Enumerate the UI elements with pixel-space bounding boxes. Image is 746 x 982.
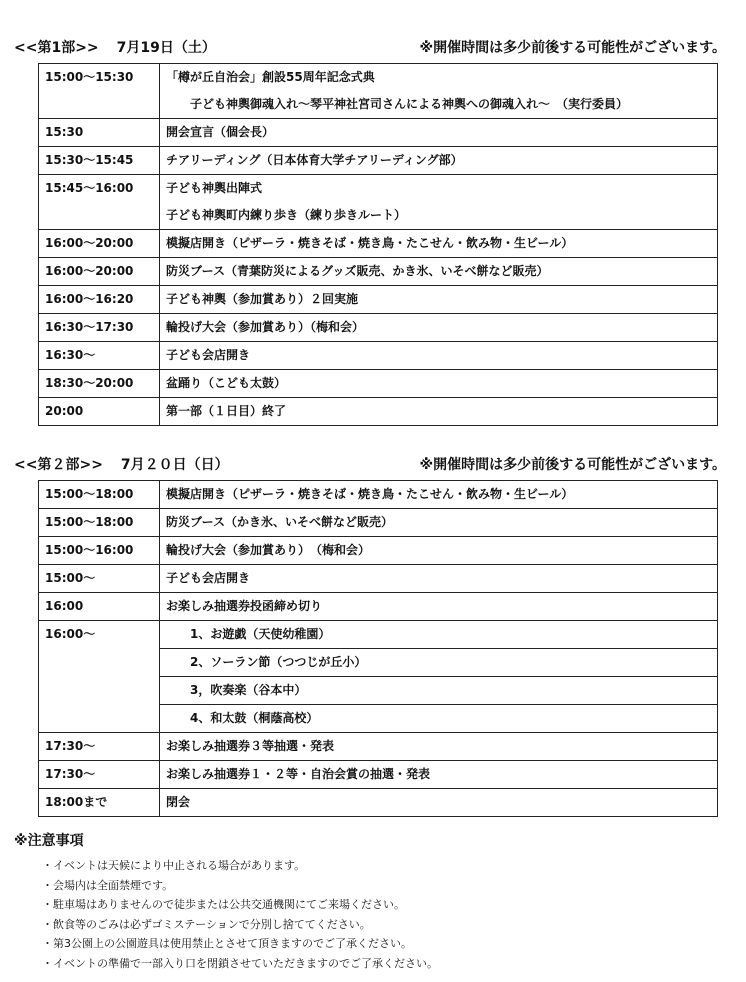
event-line: 模擬店開き（ピザーラ・焼きそば・焼き鳥・たこせん・飲み物・生ビール） xyxy=(166,487,574,501)
event-cell xyxy=(160,537,718,565)
time-cell: 15:30～15:45 xyxy=(39,147,160,175)
time-cell: 16:00～20:00 xyxy=(39,230,160,258)
notes-list xyxy=(14,856,730,973)
table-row xyxy=(39,230,718,258)
event-cell xyxy=(160,147,718,175)
event-line: 4、和太鼓（桐蔭高校） xyxy=(190,711,319,725)
table-row xyxy=(39,733,718,761)
event-cell xyxy=(160,593,718,621)
section-date: 7月２０日（日） xyxy=(120,457,229,473)
table-row xyxy=(39,64,718,119)
event-line: 輪投げ大会（参加賞あり）（梅和会） xyxy=(166,320,365,334)
event-line: 盆踊り（こども太鼓） xyxy=(166,376,287,390)
note-item: ・イベントは天候により中止される場合があります。 xyxy=(42,859,306,872)
section-1-title xyxy=(14,38,730,58)
table-row xyxy=(39,258,718,286)
event-cell xyxy=(160,621,718,649)
event-cell xyxy=(160,64,718,119)
time-cell: 16:00～20:00 xyxy=(39,258,160,286)
table-row xyxy=(39,761,718,789)
time-cell: 15:00～15:30 xyxy=(39,64,160,119)
time-cell: 15:00～ xyxy=(39,565,160,593)
time-cell: 17:30～ xyxy=(39,761,160,789)
section-2-heading xyxy=(14,455,229,475)
event-line: 防災ブース（青葉防災によるグッズ販売、かき氷、いそべ餅など販売） xyxy=(166,264,549,278)
time-cell: 17:30～ xyxy=(39,733,160,761)
table-row xyxy=(39,398,718,426)
time-cell: 16:30～ xyxy=(39,342,160,370)
time-cell: 15:30 xyxy=(39,119,160,147)
table-row xyxy=(39,537,718,565)
event-cell xyxy=(160,705,718,733)
event-line: 子ども会店開き xyxy=(166,348,251,362)
event-cell xyxy=(160,649,718,677)
note-item: ・飲食等のごみは必ずゴミステーションで分別し捨ててください。 xyxy=(42,917,371,931)
time-cell: 18:00まで xyxy=(39,789,160,817)
table-row xyxy=(39,565,718,593)
event-line: 輪投げ大会（参加賞あり） （梅和会） xyxy=(166,543,371,557)
time-cell: 15:00～16:00 xyxy=(39,537,160,565)
table-row xyxy=(39,621,718,649)
table-row xyxy=(39,175,718,230)
table-row xyxy=(39,147,718,175)
section-label: <<第２部>> xyxy=(14,457,103,473)
event-line: 3，吹奏楽（谷本中） xyxy=(190,683,307,697)
event-line: 開会宣言（個会長） xyxy=(166,125,275,139)
table-row xyxy=(39,370,718,398)
notes-section xyxy=(14,830,730,973)
time-cell: 20:00 xyxy=(39,398,160,426)
event-cell xyxy=(160,370,718,398)
time-cell: 16:00 xyxy=(39,593,160,621)
note-item: ・会場内は全面禁煙です。 xyxy=(42,878,174,892)
note-item: ・駐車場はありませんので徒歩または公共交通機関にてご来場ください。 xyxy=(42,898,405,911)
timing-note: ※開催時間は多少前後する可能性がございます。 xyxy=(419,457,726,473)
event-cell xyxy=(160,175,718,230)
time-cell: 16:00～16:20 xyxy=(39,286,160,314)
section-1-heading xyxy=(14,38,216,58)
table-row xyxy=(39,314,718,342)
event-line: 防災ブース（かき氷、いそべ餅など販売） xyxy=(166,515,394,529)
event-line: 「樽が丘自治会」創設55周年記念式典 xyxy=(166,70,375,84)
event-line: 子ども神輿御魂入れ～琴平神社宮司さんによる神輿への御魂入れ～ （実行委員） xyxy=(190,97,629,111)
event-line: 子ども神輿町内練り歩き（練り歩きルート） xyxy=(166,208,407,222)
table-row xyxy=(39,119,718,147)
event-cell xyxy=(160,789,718,817)
event-line: お楽しみ抽選券１・２等・自治会賞の抽選・発表 xyxy=(166,767,431,781)
event-cell xyxy=(160,398,718,426)
time-cell: 16:00～ xyxy=(39,621,160,733)
event-line: 第一部（１日目）終了 xyxy=(166,404,287,418)
time-cell: 15:00～18:00 xyxy=(39,509,160,537)
event-cell xyxy=(160,481,718,509)
event-line: 1、お遊戯（天使幼稚園） xyxy=(190,627,331,641)
notes-heading: ※注意事項 xyxy=(14,833,84,849)
event-line: 子ども会店開き xyxy=(166,571,251,585)
event-cell xyxy=(160,733,718,761)
event-line: 2、ソーラン節（つつじが丘小） xyxy=(190,655,367,669)
timing-note: ※開催時間は多少前後する可能性がございます。 xyxy=(419,40,726,56)
event-cell xyxy=(160,761,718,789)
time-cell: 15:00～18:00 xyxy=(39,481,160,509)
section-2-title xyxy=(14,455,730,475)
event-cell xyxy=(160,509,718,537)
table-row xyxy=(39,789,718,817)
event-cell xyxy=(160,286,718,314)
event-line: 模擬店開き（ピザーラ・焼きそば・焼き鳥・たこせん・飲み物・生ビール） xyxy=(166,236,574,250)
table-row xyxy=(39,481,718,509)
table-row xyxy=(39,286,718,314)
event-line: お楽しみ抽選券投函締め切り xyxy=(166,599,323,613)
event-cell xyxy=(160,565,718,593)
schedule-table-day2 xyxy=(38,480,718,817)
event-cell xyxy=(160,677,718,705)
table-row xyxy=(39,509,718,537)
note-item: ・第3公園上の公園遊具は使用禁止とさせて頂きますのでご了承ください。 xyxy=(42,937,412,950)
event-cell xyxy=(160,230,718,258)
event-cell xyxy=(160,342,718,370)
event-line: 子ども神輿（参加賞あり）２回実施 xyxy=(166,292,359,306)
event-line: お楽しみ抽選券３等抽選・発表 xyxy=(166,739,335,753)
section-label: <<第1部>> xyxy=(14,40,99,56)
event-cell xyxy=(160,258,718,286)
event-line: 子ども神輿出陣式 xyxy=(166,181,263,195)
event-cell xyxy=(160,119,718,147)
table-row xyxy=(39,593,718,621)
section-date: 7月19日（土） xyxy=(116,40,216,56)
note-item: ・イベントの準備で一部入り口を閉鎖させていただきますのでご了承ください。 xyxy=(42,956,438,970)
schedule-table-day1 xyxy=(38,63,718,426)
event-line: チアリーディング（日本体育大学チアリーディング部） xyxy=(166,153,463,167)
time-cell: 15:45～16:00 xyxy=(39,175,160,230)
table-row xyxy=(39,342,718,370)
time-cell: 16:30～17:30 xyxy=(39,314,160,342)
event-line: 閉会 xyxy=(166,795,191,809)
time-cell: 18:30～20:00 xyxy=(39,370,160,398)
event-cell xyxy=(160,314,718,342)
